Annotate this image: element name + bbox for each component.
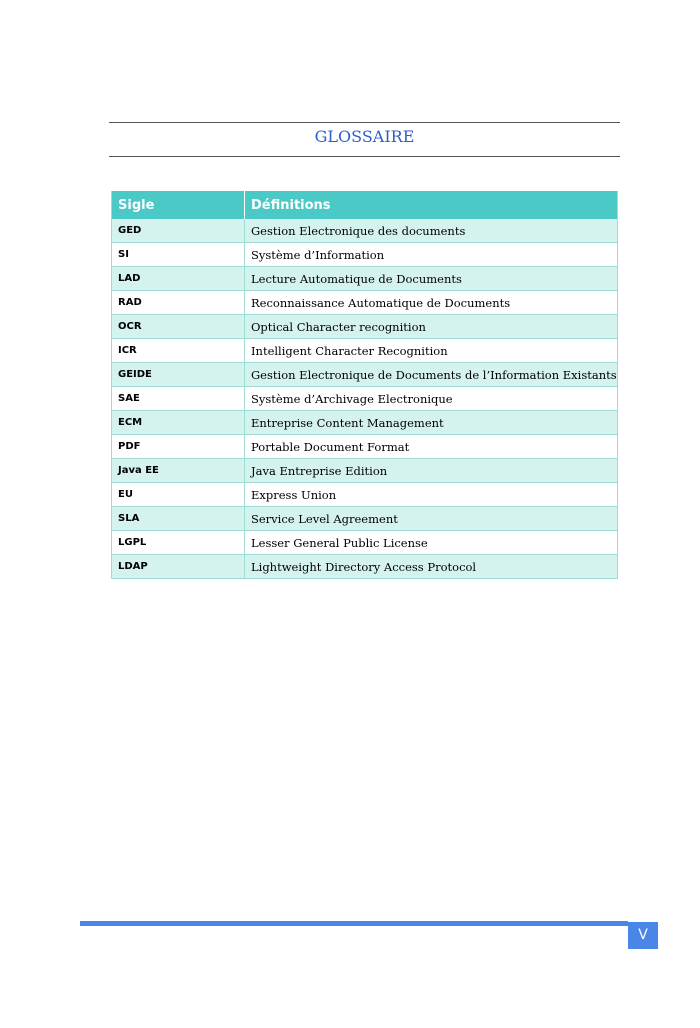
table-row [112,339,618,363]
table-row [112,291,618,315]
page-title: GLOSSAIRE [314,127,415,146]
sigle-cell: Java EE [112,459,245,483]
sigle-cell: RAD [112,291,245,315]
table-row [112,435,618,459]
table-row [112,219,618,243]
sigle-cell: LGPL [112,531,245,555]
definition-cell: Reconnaissance Automatique de Documents [245,291,618,315]
definition-cell: Gestion Electronique des documents [245,219,618,243]
sigle-cell: ICR [112,339,245,363]
sigle-cell: PDF [112,435,245,459]
definition-cell: Système d’Information [245,243,618,267]
definition-cell: Lightweight Directory Access Protocol [245,555,618,579]
definition-cell: Portable Document Format [245,435,618,459]
table-row [112,483,618,507]
sigle-cell: SAE [112,387,245,411]
sigle-cell: GED [112,219,245,243]
sigle-cell: SI [112,243,245,267]
sigle-cell: EU [112,483,245,507]
definition-cell: Système d’Archivage Electronique [245,387,618,411]
definition-cell: Lecture Automatique de Documents [245,267,618,291]
table-row [112,555,618,579]
table-row [112,363,618,387]
title-rule-top [109,122,620,123]
table-row [112,267,618,291]
sigle-cell: ECM [112,411,245,435]
definition-cell: Optical Character recognition [245,315,618,339]
sigle-cell: LAD [112,267,245,291]
page-number: V [628,922,658,949]
table-row [112,315,618,339]
footer-bar [80,921,628,926]
definition-cell: Express Union [245,483,618,507]
table-row [112,411,618,435]
definition-cell: Java Entreprise Edition [245,459,618,483]
table-row [112,531,618,555]
sigle-cell: GEIDE [112,363,245,387]
table-row [112,459,618,483]
definition-cell: Service Level Agreement [245,507,618,531]
glossary-table [111,191,618,579]
sigle-cell: OCR [112,315,245,339]
table-header-row [112,191,618,219]
definition-cell: Gestion Electronique de Documents de l’Information Existants [245,363,618,387]
definition-cell: Lesser General Public License [245,531,618,555]
table-row [112,387,618,411]
header-sigle: Sigle [112,191,245,219]
table-row [112,243,618,267]
header-definitions: Définitions [245,191,618,219]
title-rule-bottom [109,156,620,157]
definition-cell: Intelligent Character Recognition [245,339,618,363]
sigle-cell: LDAP [112,555,245,579]
sigle-cell: SLA [112,507,245,531]
table-row [112,507,618,531]
definition-cell: Entreprise Content Management [245,411,618,435]
